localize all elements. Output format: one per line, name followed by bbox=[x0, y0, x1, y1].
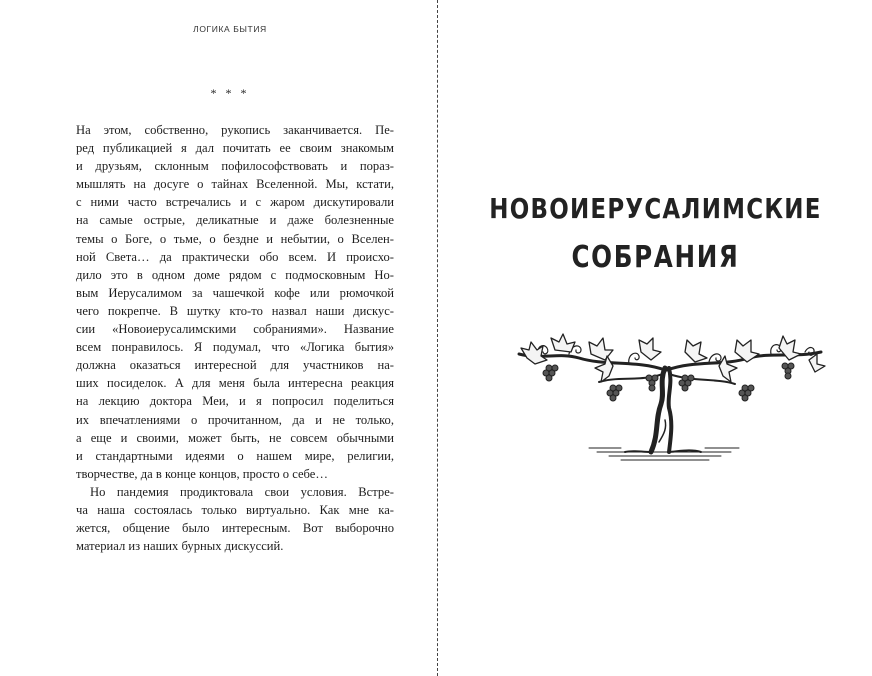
text-line: с ними часто встречались и с жаром дискутировали bbox=[76, 195, 394, 210]
text-line: сии «Новоиерусалимскими собраниями». Название bbox=[76, 322, 394, 337]
text-line: материал из наших бурных дискуссий. bbox=[76, 539, 284, 554]
text-line: мышлять на досуге о тайнах Вселенной. Мы, кстати, bbox=[76, 177, 394, 192]
text-line: темы о Боге, о тьме, о бездне и небытии, о Вселен- bbox=[76, 231, 394, 246]
text-line: и стандартными идеями о нашем мире, религии, bbox=[76, 448, 394, 463]
page-fold-divider bbox=[437, 0, 438, 676]
text-line: должна оказаться интересной для участников на- bbox=[76, 358, 394, 373]
text-line: на лекцию доктора Меи, и я попросил поделиться bbox=[76, 394, 394, 409]
text-line: жется, общение было интересным. Вот выборочно bbox=[76, 521, 394, 536]
right-page bbox=[439, 0, 872, 676]
text-line: ча наша состоялась только виртуально. Как мне ка- bbox=[76, 502, 394, 517]
text-line: вым Иерусалимом за чашечкой кофе или рюмочкой bbox=[76, 285, 394, 300]
text-line: творчестве, да в конце концов, просто о себе… bbox=[76, 466, 328, 481]
text-line: и друзьям, склонным пофилософствовать и пораз- bbox=[76, 159, 394, 174]
body-text bbox=[76, 121, 394, 555]
text-line: ред публикацией я дал почитать ее своим знакомым bbox=[76, 141, 394, 156]
text-line: ной Света… да практически обо всем. И происхо- bbox=[76, 249, 394, 264]
text-line: а еще и своими, может быть, не совсем обычными bbox=[76, 430, 394, 445]
section-separator: * * * bbox=[210, 86, 250, 100]
text-line: их впечатлениями о прочитанном, да и не только, bbox=[76, 412, 394, 427]
text-line: На этом, собственно, рукопись заканчивается. Пе- bbox=[76, 123, 394, 137]
text-line: ших посиделок. А для меня была интересна реакция bbox=[76, 376, 394, 391]
grapevine-tree-icon bbox=[509, 324, 829, 464]
section-title-line-1: НОВОИЕРУСАЛИМСКИЕ bbox=[489, 192, 822, 225]
text-line: дило это в одном доме рядом с подмосковным Но- bbox=[76, 267, 394, 282]
text-line: Но пандемия продиктовала свои условия. Встре- bbox=[90, 484, 394, 499]
text-line: на самые острые, деликатные и даже болезненные bbox=[76, 213, 394, 228]
text-line: всем понравилось. Я подумал, что «Логика бытия» bbox=[76, 340, 394, 355]
text-line: чего покрепче. В шутку кто-то назвал наши дискус- bbox=[76, 303, 394, 318]
running-head: ЛОГИКА БЫТИЯ bbox=[193, 24, 267, 34]
section-title-line-2: СОБРАНИЯ bbox=[571, 240, 740, 275]
